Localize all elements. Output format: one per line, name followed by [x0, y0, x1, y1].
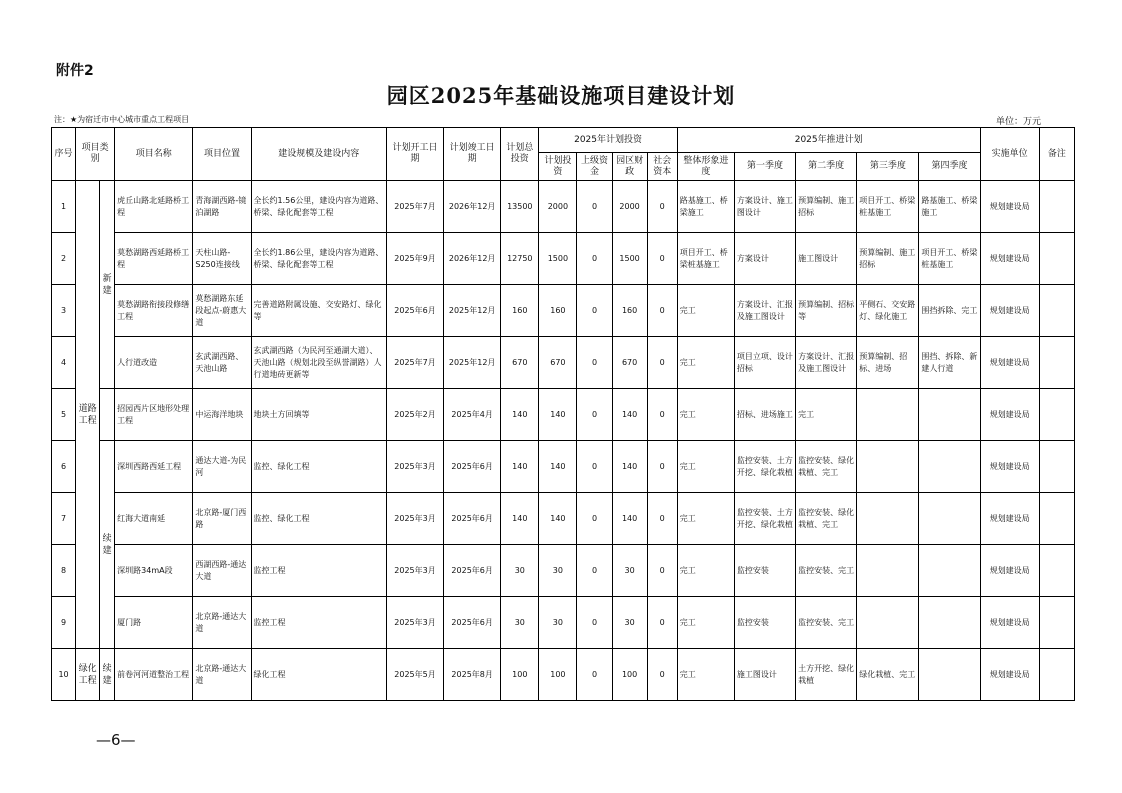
cell-social: 0 — [647, 389, 677, 441]
header-q2: 第二季度 — [796, 153, 857, 181]
cell-start: 2025年7月 — [386, 181, 443, 233]
cell-q4 — [919, 545, 980, 597]
header-invest-group: 2025年计划投资 — [539, 128, 677, 153]
cell-q4 — [919, 649, 980, 701]
cell-unit: 规划建设局 — [980, 545, 1039, 597]
cell-q2: 监控安装、绿化栽植、完工 — [796, 493, 857, 545]
cell-overall: 路基施工、桥梁施工 — [677, 181, 734, 233]
cell-q2: 方案设计、汇报及施工图设计 — [796, 337, 857, 389]
header-plan: 计划投资 — [539, 153, 577, 181]
cell-unit: 规划建设局 — [980, 649, 1039, 701]
cell-q3 — [857, 441, 919, 493]
cell-social: 0 — [647, 181, 677, 233]
header-category: 项目类别 — [76, 128, 115, 181]
cell-start: 2025年3月 — [386, 545, 443, 597]
cell-scope: 地块土方回填等 — [251, 389, 386, 441]
cell-unit: 规划建设局 — [980, 493, 1039, 545]
cell-superior: 0 — [577, 545, 612, 597]
cell-plan: 140 — [539, 441, 577, 493]
cell-overall: 完工 — [677, 493, 734, 545]
cell-end: 2025年12月 — [444, 337, 501, 389]
cell-park: 100 — [612, 649, 647, 701]
header-name: 项目名称 — [115, 128, 193, 181]
cell-seq: 8 — [52, 545, 76, 597]
cell-remark — [1039, 285, 1074, 337]
cell-seq: 3 — [52, 285, 76, 337]
cell-social: 0 — [647, 649, 677, 701]
cell-seq: 4 — [52, 337, 76, 389]
cell-scope: 玄武湖西路（为民河至通湖大道）、天池山路（规划北段至纵誉湖路）人行道地砖更新等 — [251, 337, 386, 389]
cell-social: 0 — [647, 337, 677, 389]
cell-remark — [1039, 441, 1074, 493]
cell-seq: 10 — [52, 649, 76, 701]
cell-scope: 完善道路附属设施、交安路灯、绿化等 — [251, 285, 386, 337]
cell-plan: 2000 — [539, 181, 577, 233]
cell-remark — [1039, 337, 1074, 389]
cell-total: 100 — [501, 649, 539, 701]
cell-end: 2025年6月 — [444, 493, 501, 545]
cell-q2: 完工 — [796, 389, 857, 441]
cell-overall: 完工 — [677, 441, 734, 493]
cell-q1: 监控安装、土方开挖、绿化栽植 — [734, 441, 795, 493]
cell-overall: 完工 — [677, 389, 734, 441]
table-row — [52, 649, 1075, 701]
cell-plan: 670 — [539, 337, 577, 389]
cell-end: 2026年12月 — [444, 233, 501, 285]
cell-q4 — [919, 493, 980, 545]
cell-superior: 0 — [577, 181, 612, 233]
cell-overall: 完工 — [677, 545, 734, 597]
cell-q4: 项目开工、桥梁桩基施工 — [919, 233, 980, 285]
cell-start: 2025年2月 — [386, 389, 443, 441]
cell-total: 160 — [501, 285, 539, 337]
cell-q3: 项目开工、桥梁桩基施工 — [857, 181, 919, 233]
header-start: 计划开工日期 — [386, 128, 443, 181]
header-location: 项目位置 — [193, 128, 251, 181]
cell-unit: 规划建设局 — [980, 233, 1039, 285]
cell-overall: 完工 — [677, 649, 734, 701]
cell-q3: 平侧石、交安路灯、绿化施工 — [857, 285, 919, 337]
table-row — [52, 181, 1075, 233]
cell-superior: 0 — [577, 389, 612, 441]
cell-q1: 监控安装 — [734, 597, 795, 649]
cell-plan: 140 — [539, 493, 577, 545]
cell-start: 2025年3月 — [386, 493, 443, 545]
cell-q3 — [857, 545, 919, 597]
cell-remark — [1039, 493, 1074, 545]
cell-q1: 方案设计、汇报及施工图设计 — [734, 285, 795, 337]
cell-location: 玄武湖西路、天池山路 — [193, 337, 251, 389]
cell-start: 2025年3月 — [386, 597, 443, 649]
category-continued: 续建 — [100, 441, 115, 649]
table-row — [52, 545, 1075, 597]
cell-scope: 监控、绿化工程 — [251, 441, 386, 493]
cell-name: 虎丘山路北延路桥工程 — [115, 181, 193, 233]
cell-q3 — [857, 389, 919, 441]
cell-location: 北京路-通达大道 — [193, 597, 251, 649]
cell-scope: 全长约1.86公里，建设内容为道路、桥梁、绿化配套等工程 — [251, 233, 386, 285]
category-road: 道路工程 — [76, 181, 100, 649]
cell-q2: 预算编制、施工招标 — [796, 181, 857, 233]
header-unit: 实施单位 — [980, 128, 1039, 181]
header-seq: 序号 — [52, 128, 76, 181]
header-progress-group: 2025年推进计划 — [677, 128, 980, 153]
cell-location: 天柱山路-S250连接线 — [193, 233, 251, 285]
cell-park: 30 — [612, 545, 647, 597]
cell-q2: 监控安装、完工 — [796, 545, 857, 597]
cell-q1: 监控安装、土方开挖、绿化栽植 — [734, 493, 795, 545]
table-row — [52, 441, 1075, 493]
cell-social: 0 — [647, 545, 677, 597]
cell-unit: 规划建设局 — [980, 441, 1039, 493]
cell-scope: 监控、绿化工程 — [251, 493, 386, 545]
cell-seq: 7 — [52, 493, 76, 545]
header-park: 园区财政 — [612, 153, 647, 181]
cell-q1: 监控安装 — [734, 545, 795, 597]
cell-park: 30 — [612, 597, 647, 649]
table-row — [52, 493, 1075, 545]
cell-end: 2025年6月 — [444, 441, 501, 493]
cell-total: 140 — [501, 493, 539, 545]
cell-seq: 6 — [52, 441, 76, 493]
header-remark: 备注 — [1039, 128, 1074, 181]
cell-name: 招园西片区地形处理工程 — [115, 389, 193, 441]
cell-social: 0 — [647, 597, 677, 649]
cell-superior: 0 — [577, 597, 612, 649]
cell-park: 1500 — [612, 233, 647, 285]
cell-social: 0 — [647, 441, 677, 493]
cell-total: 13500 — [501, 181, 539, 233]
cell-total: 12750 — [501, 233, 539, 285]
cell-plan: 30 — [539, 597, 577, 649]
cell-scope: 监控工程 — [251, 597, 386, 649]
cell-q3: 预算编制、招标、进场 — [857, 337, 919, 389]
cell-name: 厦门路 — [115, 597, 193, 649]
cell-q4: 围挡、拆除、新建人行道 — [919, 337, 980, 389]
cell-superior: 0 — [577, 649, 612, 701]
cell-superior: 0 — [577, 441, 612, 493]
cell-plan: 100 — [539, 649, 577, 701]
header-end: 计划竣工日期 — [444, 128, 501, 181]
cell-remark — [1039, 389, 1074, 441]
cell-scope: 绿化工程 — [251, 649, 386, 701]
cell-social: 0 — [647, 285, 677, 337]
cell-social: 0 — [647, 233, 677, 285]
table-row — [52, 597, 1075, 649]
category-blank — [100, 389, 115, 441]
cell-location: 通达大道-为民河 — [193, 441, 251, 493]
cell-q1: 方案设计、施工图设计 — [734, 181, 795, 233]
cell-name: 莫愁湖路衔接段修缮工程 — [115, 285, 193, 337]
cell-scope: 监控工程 — [251, 545, 386, 597]
cell-seq: 9 — [52, 597, 76, 649]
cell-q4: 围挡拆除、完工 — [919, 285, 980, 337]
cell-start: 2025年9月 — [386, 233, 443, 285]
cell-scope: 全长约1.56公里，建设内容为道路、桥梁、绿化配套等工程 — [251, 181, 386, 233]
cell-name: 莫愁湖路西延路桥工程 — [115, 233, 193, 285]
cell-overall: 完工 — [677, 285, 734, 337]
cell-park: 140 — [612, 441, 647, 493]
cell-end: 2025年6月 — [444, 545, 501, 597]
cell-end: 2026年12月 — [444, 181, 501, 233]
header-q3: 第三季度 — [857, 153, 919, 181]
cell-superior: 0 — [577, 233, 612, 285]
cell-park: 140 — [612, 493, 647, 545]
cell-q4 — [919, 389, 980, 441]
header-total: 计划总投资 — [501, 128, 539, 181]
cell-end: 2025年12月 — [444, 285, 501, 337]
cell-total: 140 — [501, 389, 539, 441]
table-row — [52, 389, 1075, 441]
cell-unit: 规划建设局 — [980, 285, 1039, 337]
cell-name: 红海大道南延 — [115, 493, 193, 545]
cell-seq: 2 — [52, 233, 76, 285]
cell-overall: 项目开工、桥梁桩基施工 — [677, 233, 734, 285]
project-table — [51, 127, 1075, 701]
cell-q1: 施工图设计 — [734, 649, 795, 701]
cell-location: 莫愁湖路东延段起点-蔚惠大道 — [193, 285, 251, 337]
cell-overall: 完工 — [677, 337, 734, 389]
cell-location: 西湖西路-通达大道 — [193, 545, 251, 597]
cell-q3 — [857, 493, 919, 545]
header-q1: 第一季度 — [734, 153, 795, 181]
cell-q4 — [919, 441, 980, 493]
cell-name: 人行道改造 — [115, 337, 193, 389]
cell-total: 140 — [501, 441, 539, 493]
cell-remark — [1039, 649, 1074, 701]
cell-end: 2025年8月 — [444, 649, 501, 701]
cell-overall: 完工 — [677, 597, 734, 649]
cell-park: 140 — [612, 389, 647, 441]
cell-remark — [1039, 597, 1074, 649]
cell-social: 0 — [647, 493, 677, 545]
table-body — [52, 181, 1075, 701]
cell-location: 北京路-厦门西路 — [193, 493, 251, 545]
cell-name: 深圳路34mA段 — [115, 545, 193, 597]
cell-q2: 监控安装、绿化栽植、完工 — [796, 441, 857, 493]
cell-q4: 路基施工、桥梁施工 — [919, 181, 980, 233]
cell-q2: 监控安装、完工 — [796, 597, 857, 649]
cell-plan: 140 — [539, 389, 577, 441]
cell-remark — [1039, 545, 1074, 597]
footnote: 注：★为宿迁市中心城市重点工程项目 — [54, 115, 190, 124]
cell-remark — [1039, 233, 1074, 285]
cell-q1: 招标、进场施工 — [734, 389, 795, 441]
cell-remark — [1039, 181, 1074, 233]
cell-unit: 规划建设局 — [980, 389, 1039, 441]
cell-seq: 1 — [52, 181, 76, 233]
unit-label: 单位：万元 — [996, 117, 1042, 127]
cell-total: 30 — [501, 545, 539, 597]
cell-unit: 规划建设局 — [980, 337, 1039, 389]
category-new: 新建 — [100, 181, 115, 389]
page-title: 园区2025年基础设施项目建设计划 — [386, 83, 736, 108]
table-row — [52, 233, 1075, 285]
cell-park: 670 — [612, 337, 647, 389]
cell-end: 2025年6月 — [444, 597, 501, 649]
cell-total: 30 — [501, 597, 539, 649]
cell-start: 2025年6月 — [386, 285, 443, 337]
cell-q4 — [919, 597, 980, 649]
attachment-label: 附件2 — [56, 63, 94, 79]
header-social: 社会资本 — [647, 153, 677, 181]
page-number: —6— — [96, 731, 136, 749]
cell-unit: 规划建设局 — [980, 181, 1039, 233]
cell-superior: 0 — [577, 493, 612, 545]
cell-superior: 0 — [577, 285, 612, 337]
cell-unit: 规划建设局 — [980, 597, 1039, 649]
cell-park: 2000 — [612, 181, 647, 233]
cell-name: 深圳西路西延工程 — [115, 441, 193, 493]
cell-location: 中运海洋地块 — [193, 389, 251, 441]
cell-q3: 绿化栽植、完工 — [857, 649, 919, 701]
cell-q2: 施工图设计 — [796, 233, 857, 285]
cell-q2: 土方开挖、绿化栽植 — [796, 649, 857, 701]
cell-q3: 预算编制、施工招标 — [857, 233, 919, 285]
cell-start: 2025年7月 — [386, 337, 443, 389]
cell-total: 670 — [501, 337, 539, 389]
category-green: 绿化工程 — [76, 649, 100, 701]
cell-name: 前卷河河道整治工程 — [115, 649, 193, 701]
cell-start: 2025年5月 — [386, 649, 443, 701]
header-superior: 上级资金 — [577, 153, 612, 181]
cell-start: 2025年3月 — [386, 441, 443, 493]
cell-superior: 0 — [577, 337, 612, 389]
cell-q2: 预算编制、招标等 — [796, 285, 857, 337]
cell-park: 160 — [612, 285, 647, 337]
cell-seq: 5 — [52, 389, 76, 441]
table-row — [52, 337, 1075, 389]
cell-location: 青海湖西路-镜泊湖路 — [193, 181, 251, 233]
cell-q1: 方案设计 — [734, 233, 795, 285]
cell-plan: 160 — [539, 285, 577, 337]
header-overall: 整体形象进度 — [677, 153, 734, 181]
header-q4: 第四季度 — [919, 153, 980, 181]
cell-end: 2025年4月 — [444, 389, 501, 441]
header-scope: 建设规模及建设内容 — [251, 128, 386, 181]
category-green-sub: 续建 — [100, 649, 115, 701]
cell-q1: 项目立项、设计招标 — [734, 337, 795, 389]
cell-plan: 30 — [539, 545, 577, 597]
table-row — [52, 285, 1075, 337]
cell-location: 北京路-通达大道 — [193, 649, 251, 701]
cell-q3 — [857, 597, 919, 649]
cell-plan: 1500 — [539, 233, 577, 285]
